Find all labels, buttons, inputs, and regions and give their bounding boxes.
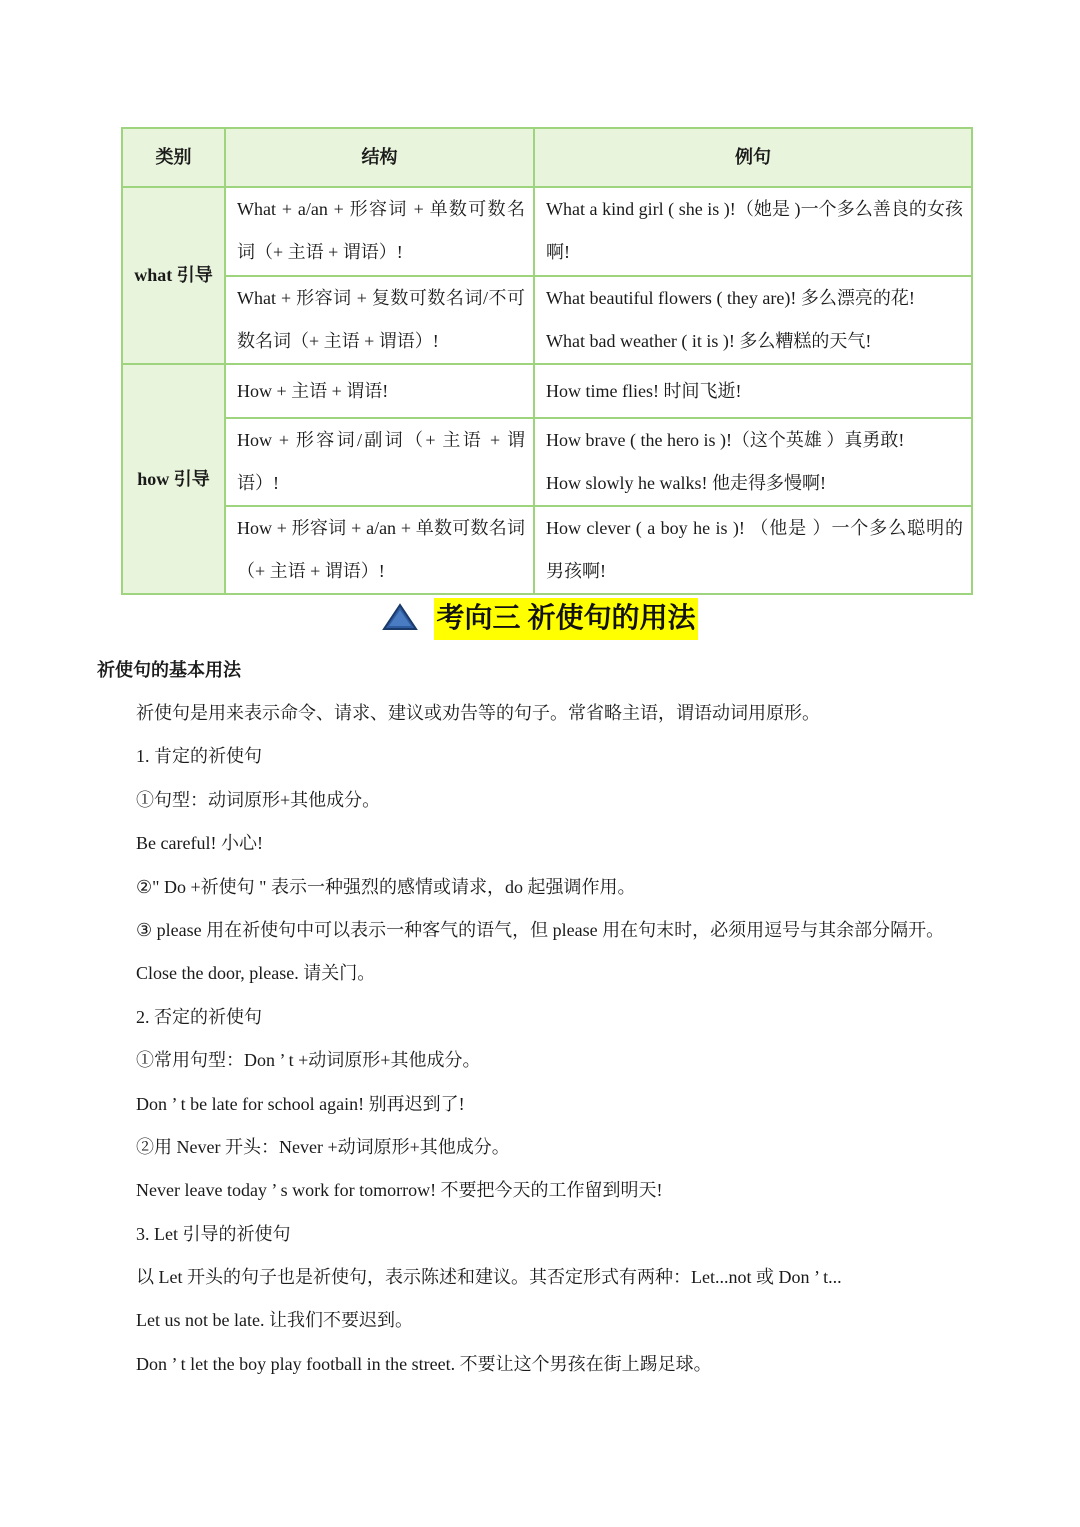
structure-cell: What + 形容词 + 复数可数名词/不可数名词（+ 主语 + 谓语）! xyxy=(225,276,534,364)
body-line: Close the door, please. 请关门。 xyxy=(136,963,376,984)
body-line: Don ’ t let the boy play football in the street. 不要让这个男孩在街上踢足球。 xyxy=(136,1353,712,1374)
table-row xyxy=(122,506,972,594)
table-header-row xyxy=(122,128,972,187)
body-text xyxy=(136,698,1016,1392)
sub-title: 祈使句的基本用法 xyxy=(97,660,241,680)
body-line: 2. 否定的祈使句 xyxy=(136,1006,262,1027)
table-row xyxy=(122,364,972,418)
example-cell: What a kind girl ( she is )!（她是 )一个多么善良的女孩啊! xyxy=(534,187,972,276)
section-heading xyxy=(0,598,1080,642)
category-what: what 引导 xyxy=(122,187,225,364)
grammar-table xyxy=(121,127,973,595)
example-line: How slowly he walks! 他走得多慢啊! xyxy=(546,473,826,493)
section-title: 考向三 祈使句的用法 xyxy=(434,598,697,640)
structure-cell: How + 主语 + 谓语! xyxy=(225,364,534,418)
example-cell: How time flies! 时间飞逝! xyxy=(534,364,972,418)
table-row xyxy=(122,187,972,276)
body-line: ①常用句型：Don ’ t +动词原形+其他成分。 xyxy=(136,1050,481,1071)
example-line: How brave ( the hero is )!（这个英雄 ）真勇敢! xyxy=(546,430,905,450)
body-line: ②" Do +祈使句 " 表示一种强烈的感情或请求，do 起强调作用。 xyxy=(136,876,636,897)
example-line: What beautiful flowers ( they are)! 多么漂亮的花! xyxy=(546,288,915,308)
header-category: 类别 xyxy=(122,128,225,187)
body-line: ③ please 用在祈使句中可以表示一种客气的语气，但 please 用在句末时，必须用逗号与其余部分隔开。 xyxy=(136,919,945,940)
example-cell xyxy=(534,418,972,506)
body-line: ②用 Never 开头：Never +动词原形+其他成分。 xyxy=(136,1136,510,1157)
body-line: 以 Let 开头的句子也是祈使句，表示陈述和建议。其否定形式有两种：Let...not 或 Don ’ t... xyxy=(136,1267,842,1288)
table-row xyxy=(122,276,972,364)
example-cell: How clever ( a boy he is )! （他是 ）一个多么聪明的男孩啊! xyxy=(534,506,972,594)
body-line: 祈使句是用来表示命令、请求、建议或劝告等的句子。常省略主语，谓语动词用原形。 xyxy=(136,703,820,723)
table-row xyxy=(122,418,972,506)
category-how: how 引导 xyxy=(122,364,225,594)
body-line: Be careful! 小心! xyxy=(136,833,263,854)
header-structure: 结构 xyxy=(225,128,534,187)
header-example: 例句 xyxy=(534,128,972,187)
body-line: Let us not be late. 让我们不要迟到。 xyxy=(136,1310,413,1331)
body-line: Never leave today ’ s work for tomorrow! 不要把今天的工作留到明天! xyxy=(136,1180,663,1201)
structure-cell: How + 形容词/副词（+ 主语 + 谓语）! xyxy=(225,418,534,506)
structure-cell: How + 形容词 + a/an + 单数可数名词（+ 主语 + 谓语）! xyxy=(225,506,534,594)
example-line: What bad weather ( it is )! 多么糟糕的天气! xyxy=(546,331,872,351)
body-line: 3. Let 引导的祈使句 xyxy=(136,1223,291,1244)
body-line: ①句型：动词原形+其他成分。 xyxy=(136,789,381,810)
example-cell xyxy=(534,276,972,364)
structure-cell: What + a/an + 形容词 + 单数可数名词（+ 主语 + 谓语）! xyxy=(225,187,534,276)
body-line: Don ’ t be late for school again! 别再迟到了! xyxy=(136,1093,465,1114)
body-line: 1. 肯定的祈使句 xyxy=(136,746,262,767)
triangle-icon xyxy=(382,603,418,636)
